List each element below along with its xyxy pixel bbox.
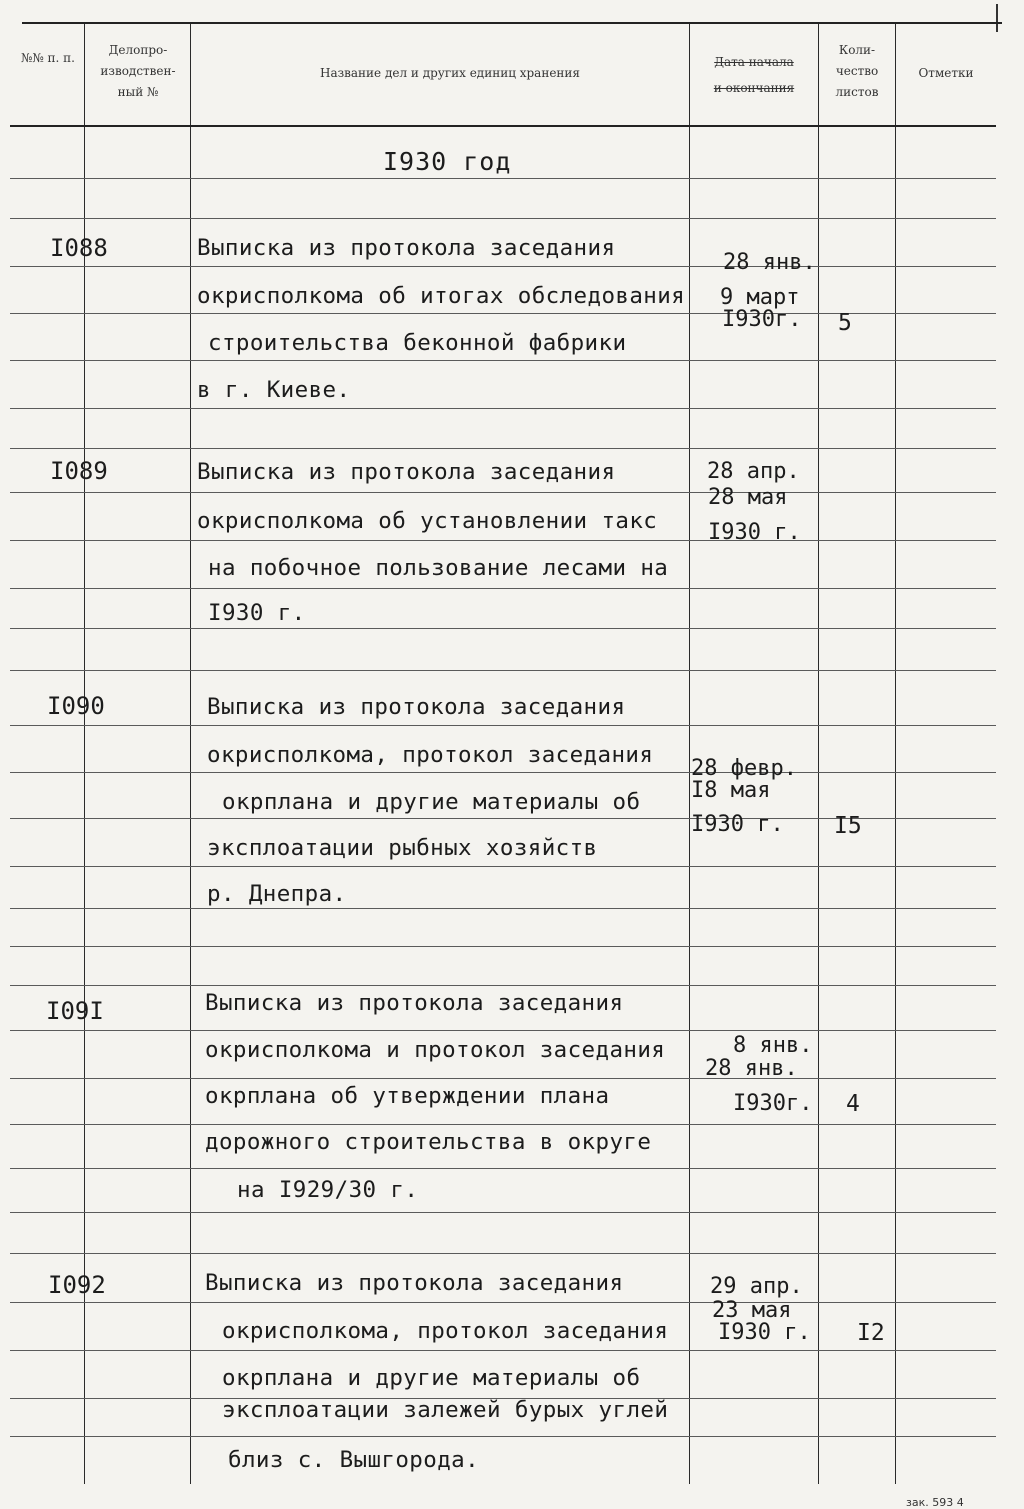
record-title-line: Выписка из протокола заседания <box>207 694 626 720</box>
header-col-sheets: Коли- чество листов <box>835 43 879 99</box>
header-col-number: №№ п. п. <box>21 51 75 65</box>
ruled-line <box>10 946 996 947</box>
record-date-end: 9 март <box>720 285 800 310</box>
record-date-end: 23 мая <box>712 1298 792 1323</box>
ruled-line <box>10 1253 996 1254</box>
header-col-dates-2: и окончания <box>713 81 795 95</box>
header-bottom-rule <box>10 125 996 127</box>
record-title-line: Выписка из протокола заседания <box>197 235 616 261</box>
header-col-office-number: Делопро- изводствен- ный № <box>100 43 176 99</box>
record-date-end: I8 мая <box>691 778 771 803</box>
record-number: I09I <box>46 997 104 1025</box>
record-title-line: эксплоатации рыбных хозяйств <box>207 835 598 861</box>
ruled-line <box>10 725 996 726</box>
record-date-start: 8 янв. <box>733 1033 813 1058</box>
top-rule <box>22 22 1002 24</box>
record-date-start: 28 янв. <box>723 250 816 275</box>
footer-order-number: зак. 593 4 <box>906 1496 964 1509</box>
ruled-line <box>10 985 996 986</box>
column-divider <box>895 24 896 1484</box>
record-title-line: р. Днепра. <box>207 881 347 907</box>
ruled-line <box>10 588 996 589</box>
column-divider <box>818 24 819 1484</box>
record-number: I089 <box>50 457 108 485</box>
record-date-end: 28 янв. <box>705 1056 798 1081</box>
record-title-line: на побочное пользование лесами на <box>208 555 669 581</box>
record-title-line: окрисполкома, протокол заседания <box>222 1318 669 1344</box>
record-title-line: строительства беконной фабрики <box>208 330 627 356</box>
ruled-line <box>10 1030 996 1031</box>
ruled-line <box>10 772 996 773</box>
record-title-line: окрисполкома об итогах обследования <box>197 283 686 309</box>
record-date-start: 28 февр. <box>691 756 797 781</box>
record-title-line: эксплоатации залежей бурых углей <box>222 1397 669 1423</box>
ruled-line <box>10 1168 996 1169</box>
record-title-line: окрплана и другие материалы об <box>222 789 641 815</box>
record-date-year: I930г. <box>722 307 802 332</box>
record-number: I088 <box>50 234 108 262</box>
record-number: I090 <box>47 692 105 720</box>
ruled-line <box>10 908 996 909</box>
ruled-line <box>10 1124 996 1125</box>
header-col-notes: Отметки <box>918 66 974 80</box>
record-title-line: Выписка из протокола заседания <box>205 990 624 1016</box>
record-date-year: I930 г. <box>708 520 801 545</box>
record-title-line: на I929/30 г. <box>237 1177 419 1203</box>
ruled-line <box>10 1302 996 1303</box>
header-col-dates-1: Дата начала <box>714 55 794 69</box>
record-sheet-count: I5 <box>834 813 862 839</box>
ruled-line <box>10 628 996 629</box>
ruled-line <box>10 670 996 671</box>
record-sheet-count: 5 <box>838 310 852 336</box>
ruled-line <box>10 448 996 449</box>
year-heading: I930 год <box>383 147 512 176</box>
record-title-line: окрплана и другие материалы об <box>222 1365 641 1391</box>
record-title-line: окрплана об утверждении плана <box>205 1083 610 1109</box>
record-sheet-count: I2 <box>857 1320 885 1346</box>
ruled-line <box>10 866 996 867</box>
record-title-line: дорожного строительства в округе <box>205 1129 652 1155</box>
ruled-line <box>10 1436 996 1437</box>
record-date-year: I930 г. <box>718 1320 811 1345</box>
column-divider <box>689 24 690 1484</box>
record-date-end: 28 мая <box>708 485 788 510</box>
ruled-line <box>10 408 996 409</box>
record-number: I092 <box>48 1271 106 1299</box>
ruled-line <box>10 1350 996 1351</box>
record-sheet-count: 4 <box>846 1091 860 1117</box>
record-title-line: близ с. Вышгорода. <box>228 1447 480 1473</box>
ruled-line <box>10 1078 996 1079</box>
corner-mark <box>996 4 998 32</box>
record-date-year: I930г. <box>733 1091 813 1116</box>
header-col-title: Название дел и других единиц хранения <box>319 66 580 80</box>
record-title-line: в г. Киеве. <box>197 377 351 403</box>
ruled-line <box>10 1212 996 1213</box>
ruled-line <box>10 178 996 179</box>
ruled-line <box>10 492 996 493</box>
record-title-line: окрисполкома, протокол заседания <box>207 742 654 768</box>
record-title-line: окрисполкома об установлении такс <box>197 508 658 534</box>
column-divider <box>190 24 191 1484</box>
record-date-start: 29 апр. <box>710 1274 803 1299</box>
record-title-line: Выписка из протокола заседания <box>197 459 616 485</box>
record-title-line: окрисполкома и протокол заседания <box>205 1037 666 1063</box>
record-date-year: I930 г. <box>691 812 784 837</box>
ruled-line <box>10 540 996 541</box>
ruled-line <box>10 266 996 267</box>
ruled-line <box>10 218 996 219</box>
ruled-line <box>10 360 996 361</box>
record-title-line: I930 г. <box>208 600 306 626</box>
record-date-start: 28 апр. <box>707 459 800 484</box>
record-title-line: Выписка из протокола заседания <box>205 1270 624 1296</box>
